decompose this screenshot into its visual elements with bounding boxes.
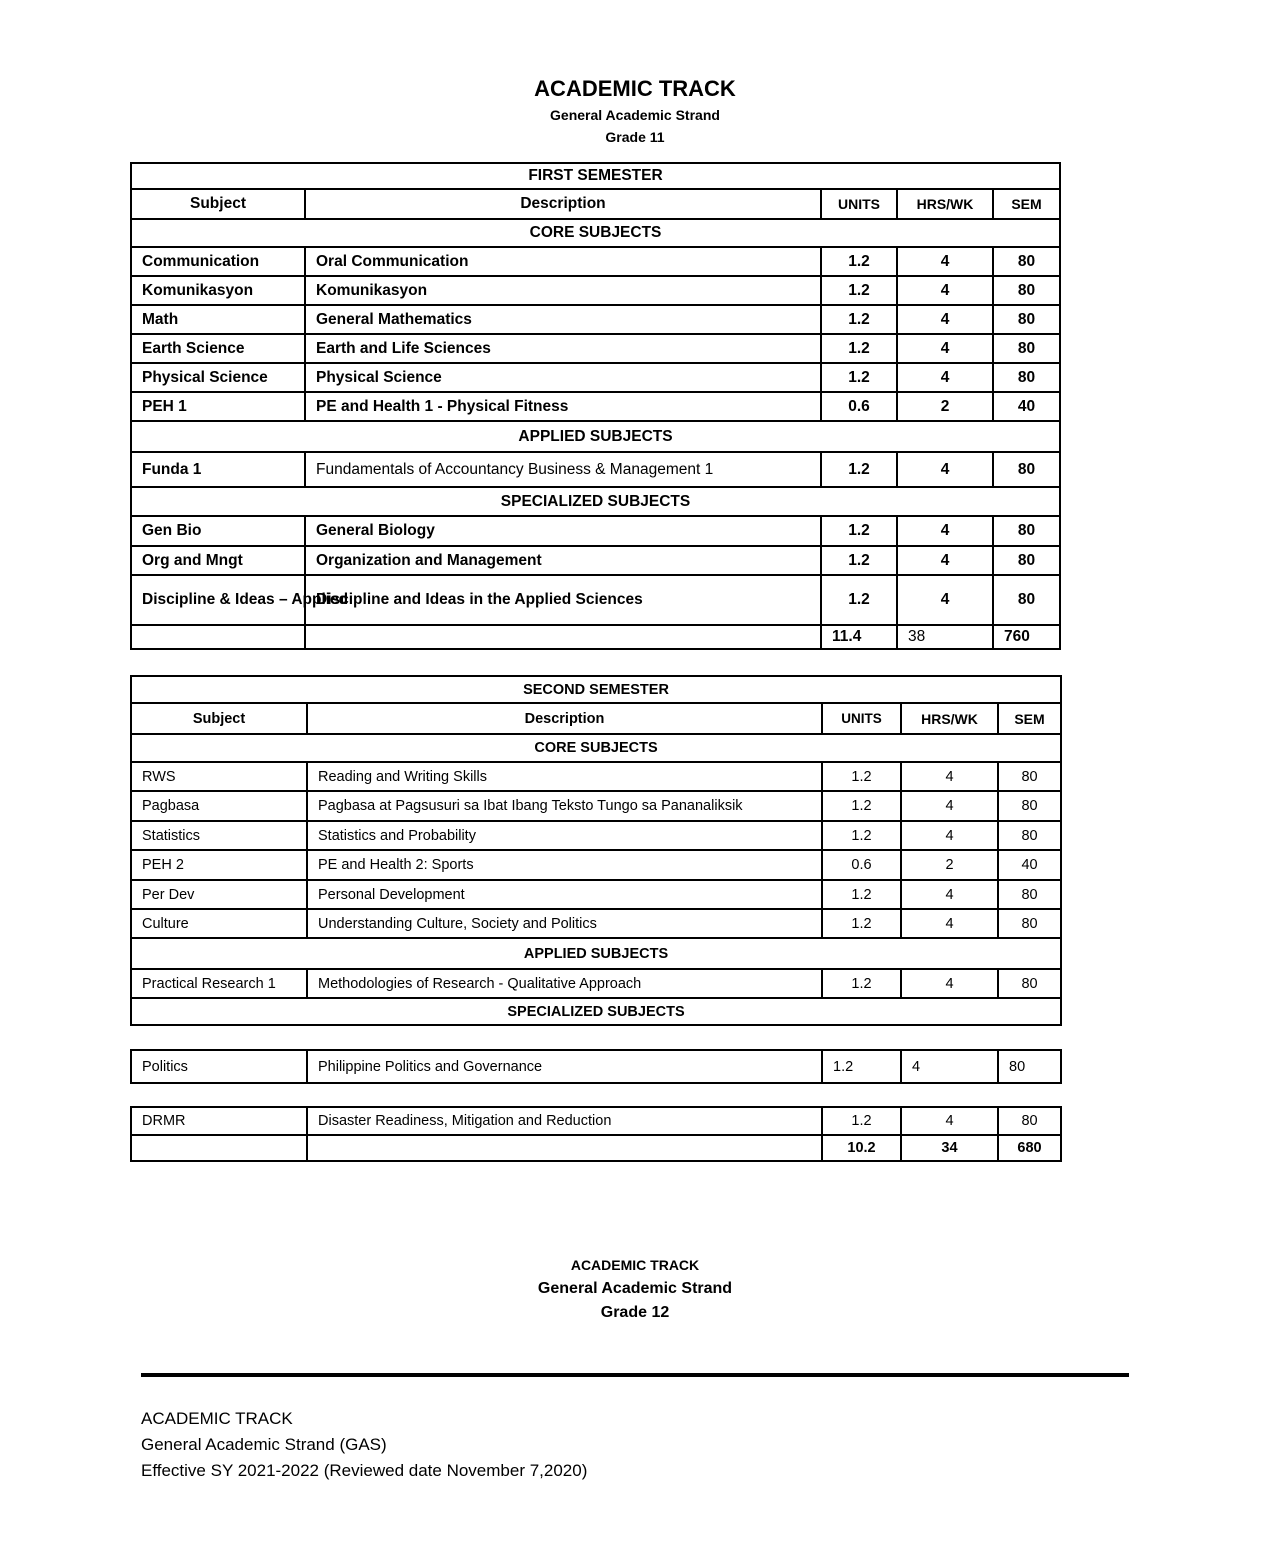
description-cell: Philippine Politics and Governance xyxy=(307,1050,822,1083)
units-cell: 1.2 xyxy=(821,334,897,363)
units-cell: 1.2 xyxy=(821,452,897,487)
description-cell: Earth and Life Sciences xyxy=(305,334,821,363)
section-applied-subjects: APPLIED SUBJECTS xyxy=(131,421,1060,452)
table-row xyxy=(131,791,1061,821)
units-cell: 1.2 xyxy=(822,762,901,791)
description-cell: Statistics and Probability xyxy=(307,821,822,850)
col-header-subject: Subject xyxy=(131,189,305,219)
page-title: ACADEMIC TRACK xyxy=(534,76,736,101)
hrs-cell: 4 xyxy=(901,762,998,791)
hrs-cell: 4 xyxy=(901,880,998,909)
grade-subtitle: Grade 11 xyxy=(605,129,665,145)
sem-cell: 80 xyxy=(993,575,1060,625)
description-cell: General Mathematics xyxy=(305,305,821,334)
table-row xyxy=(131,880,1061,909)
col-header-sem: SEM xyxy=(993,189,1060,219)
hrs-cell: 2 xyxy=(897,392,993,421)
subject-cell: Communication xyxy=(131,247,305,276)
description-cell: Disaster Readiness, Mitigation and Reduction xyxy=(307,1107,822,1135)
hrs-cell: 4 xyxy=(897,452,993,487)
first-semester-title: FIRST SEMESTER xyxy=(131,163,1060,189)
col-header-description: Description xyxy=(307,703,822,734)
grade12-strand: General Academic Strand xyxy=(537,1280,733,1297)
subject-cell: Earth Science xyxy=(131,334,305,363)
sem-cell: 80 xyxy=(993,516,1060,546)
hrs-cell: 4 xyxy=(897,546,993,575)
subject-cell: Komunikasyon xyxy=(131,276,305,305)
col-header-description: Description xyxy=(305,189,821,219)
table-row xyxy=(131,1050,1061,1083)
hrs-cell: 4 xyxy=(897,363,993,392)
sem-cell: 80 xyxy=(993,247,1060,276)
subject-cell: PEH 1 xyxy=(131,392,305,421)
table-row xyxy=(131,334,1060,363)
description-cell: PE and Health 1 - Physical Fitness xyxy=(305,392,821,421)
col-header-units: UNITS xyxy=(821,189,897,219)
description-cell: Komunikasyon xyxy=(305,276,821,305)
description-cell: Organization and Management xyxy=(305,546,821,575)
units-cell: 1.2 xyxy=(821,247,897,276)
total-units: 11.4 xyxy=(821,625,897,649)
total-hrs: 38 xyxy=(897,625,993,649)
table-row xyxy=(131,516,1060,546)
units-cell: 0.6 xyxy=(821,392,897,421)
total-hrs: 34 xyxy=(901,1135,998,1161)
sem-cell: 80 xyxy=(998,1050,1061,1083)
hrs-cell: 4 xyxy=(901,969,998,998)
table-row xyxy=(131,969,1061,998)
footer-strand: General Academic Strand (GAS) xyxy=(141,1435,387,1454)
grade12-grade: Grade 12 xyxy=(600,1304,670,1321)
table-row xyxy=(131,247,1060,276)
totals-row xyxy=(131,1135,1061,1161)
units-cell: 1.2 xyxy=(822,880,901,909)
grade12-title: ACADEMIC TRACK xyxy=(570,1257,700,1273)
table-row xyxy=(131,546,1060,575)
strand-subtitle: General Academic Strand xyxy=(550,107,720,123)
subject-cell: RWS xyxy=(131,762,307,791)
sem-cell: 80 xyxy=(993,305,1060,334)
subject-cell: Culture xyxy=(131,909,307,938)
subject-cell: Pagbasa xyxy=(131,791,307,821)
description-cell: Physical Science xyxy=(305,363,821,392)
total-sem: 760 xyxy=(993,625,1060,649)
subject-cell: Statistics xyxy=(131,821,307,850)
description-cell: Oral Communication xyxy=(305,247,821,276)
units-cell: 0.6 xyxy=(822,850,901,880)
description-cell: Methodologies of Research - Qualitative Approach xyxy=(307,969,822,998)
hrs-cell: 4 xyxy=(901,909,998,938)
sem-cell: 80 xyxy=(993,546,1060,575)
footer-divider xyxy=(141,1373,1129,1377)
col-header-sem: SEM xyxy=(998,703,1061,734)
table-row xyxy=(131,1107,1061,1135)
section-specialized-subjects: SPECIALIZED SUBJECTS xyxy=(131,487,1060,516)
table-row xyxy=(131,575,1060,625)
hrs-cell: 4 xyxy=(897,276,993,305)
description-cell: Discipline and Ideas in the Applied Sciences xyxy=(305,575,821,625)
table-row xyxy=(131,452,1060,487)
units-cell: 1.2 xyxy=(821,276,897,305)
units-cell: 1.2 xyxy=(821,516,897,546)
description-cell: Reading and Writing Skills xyxy=(307,762,822,791)
units-cell: 1.2 xyxy=(822,969,901,998)
hrs-cell: 2 xyxy=(901,850,998,880)
footer-effective: Effective SY 2021-2022 (Reviewed date November 7,2020) xyxy=(141,1461,588,1480)
col-header-hrs: HRS/WK xyxy=(897,189,993,219)
sem-cell: 80 xyxy=(998,762,1061,791)
sem-cell: 80 xyxy=(993,363,1060,392)
second-semester-title: SECOND SEMESTER xyxy=(131,676,1061,703)
sem-cell: 80 xyxy=(993,452,1060,487)
section-applied-subjects: APPLIED SUBJECTS xyxy=(131,938,1061,969)
table-row xyxy=(131,821,1061,850)
sem-cell: 80 xyxy=(998,969,1061,998)
section-core-subjects: CORE SUBJECTS xyxy=(131,734,1061,762)
subject-cell: PEH 2 xyxy=(131,850,307,880)
subject-cell: Math xyxy=(131,305,305,334)
total-sem: 680 xyxy=(998,1135,1061,1161)
sem-cell: 40 xyxy=(998,850,1061,880)
units-cell: 1.2 xyxy=(821,546,897,575)
col-header-subject: Subject xyxy=(131,703,307,734)
subject-cell: Politics xyxy=(131,1050,307,1083)
subject-cell: DRMR xyxy=(131,1107,307,1135)
hrs-cell: 4 xyxy=(897,247,993,276)
description-cell: PE and Health 2: Sports xyxy=(307,850,822,880)
subject-cell: Gen Bio xyxy=(131,516,305,546)
sem-cell: 80 xyxy=(998,791,1061,821)
sem-cell: 80 xyxy=(993,334,1060,363)
units-cell: 1.2 xyxy=(821,363,897,392)
subject-cell: Per Dev xyxy=(131,880,307,909)
subject-cell: Physical Science xyxy=(131,363,305,392)
table-row xyxy=(131,392,1060,421)
units-cell: 1.2 xyxy=(821,575,897,625)
subject-cell: Funda 1 xyxy=(131,452,305,487)
section-core-subjects: CORE SUBJECTS xyxy=(131,219,1060,247)
totals-row xyxy=(131,625,1060,649)
description-cell: Understanding Culture, Society and Politics xyxy=(307,909,822,938)
table-row xyxy=(131,276,1060,305)
hrs-cell: 4 xyxy=(901,1050,998,1083)
units-cell: 1.2 xyxy=(822,909,901,938)
hrs-cell: 4 xyxy=(897,516,993,546)
hrs-cell: 4 xyxy=(901,821,998,850)
footer-track: ACADEMIC TRACK xyxy=(141,1409,293,1428)
description-cell: General Biology xyxy=(305,516,821,546)
table-row xyxy=(131,762,1061,791)
units-cell: 1.2 xyxy=(822,1107,901,1135)
units-cell: 1.2 xyxy=(821,305,897,334)
sem-cell: 80 xyxy=(993,276,1060,305)
sem-cell: 80 xyxy=(998,909,1061,938)
hrs-cell: 4 xyxy=(897,334,993,363)
second-semester-table xyxy=(130,675,1062,1162)
first-semester-table xyxy=(130,162,1061,650)
total-units: 10.2 xyxy=(822,1135,901,1161)
sem-cell: 80 xyxy=(998,821,1061,850)
subject-cell: Discipline & Ideas – Applied xyxy=(131,575,305,625)
units-cell: 1.2 xyxy=(822,791,901,821)
table-row xyxy=(131,909,1061,938)
table-row xyxy=(131,305,1060,334)
section-specialized-subjects: SPECIALIZED SUBJECTS xyxy=(131,998,1061,1025)
hrs-cell: 4 xyxy=(897,305,993,334)
hrs-cell: 4 xyxy=(901,1107,998,1135)
hrs-cell: 4 xyxy=(897,575,993,625)
hrs-cell: 4 xyxy=(901,791,998,821)
table-row xyxy=(131,850,1061,880)
description-cell: Fundamentals of Accountancy Business & Management 1 xyxy=(305,452,821,487)
sem-cell: 80 xyxy=(998,880,1061,909)
subject-cell: Org and Mngt xyxy=(131,546,305,575)
sem-cell: 80 xyxy=(998,1107,1061,1135)
units-cell: 1.2 xyxy=(822,821,901,850)
description-cell: Pagbasa at Pagsusuri sa Ibat Ibang Teksto Tungo sa Pananaliksik xyxy=(307,791,822,821)
subject-cell: Practical Research 1 xyxy=(131,969,307,998)
sem-cell: 40 xyxy=(993,392,1060,421)
table-row xyxy=(131,363,1060,392)
col-header-hrs: HRS/WK xyxy=(901,703,998,734)
units-cell: 1.2 xyxy=(822,1050,901,1083)
description-cell: Personal Development xyxy=(307,880,822,909)
col-header-units: UNITS xyxy=(822,703,901,734)
